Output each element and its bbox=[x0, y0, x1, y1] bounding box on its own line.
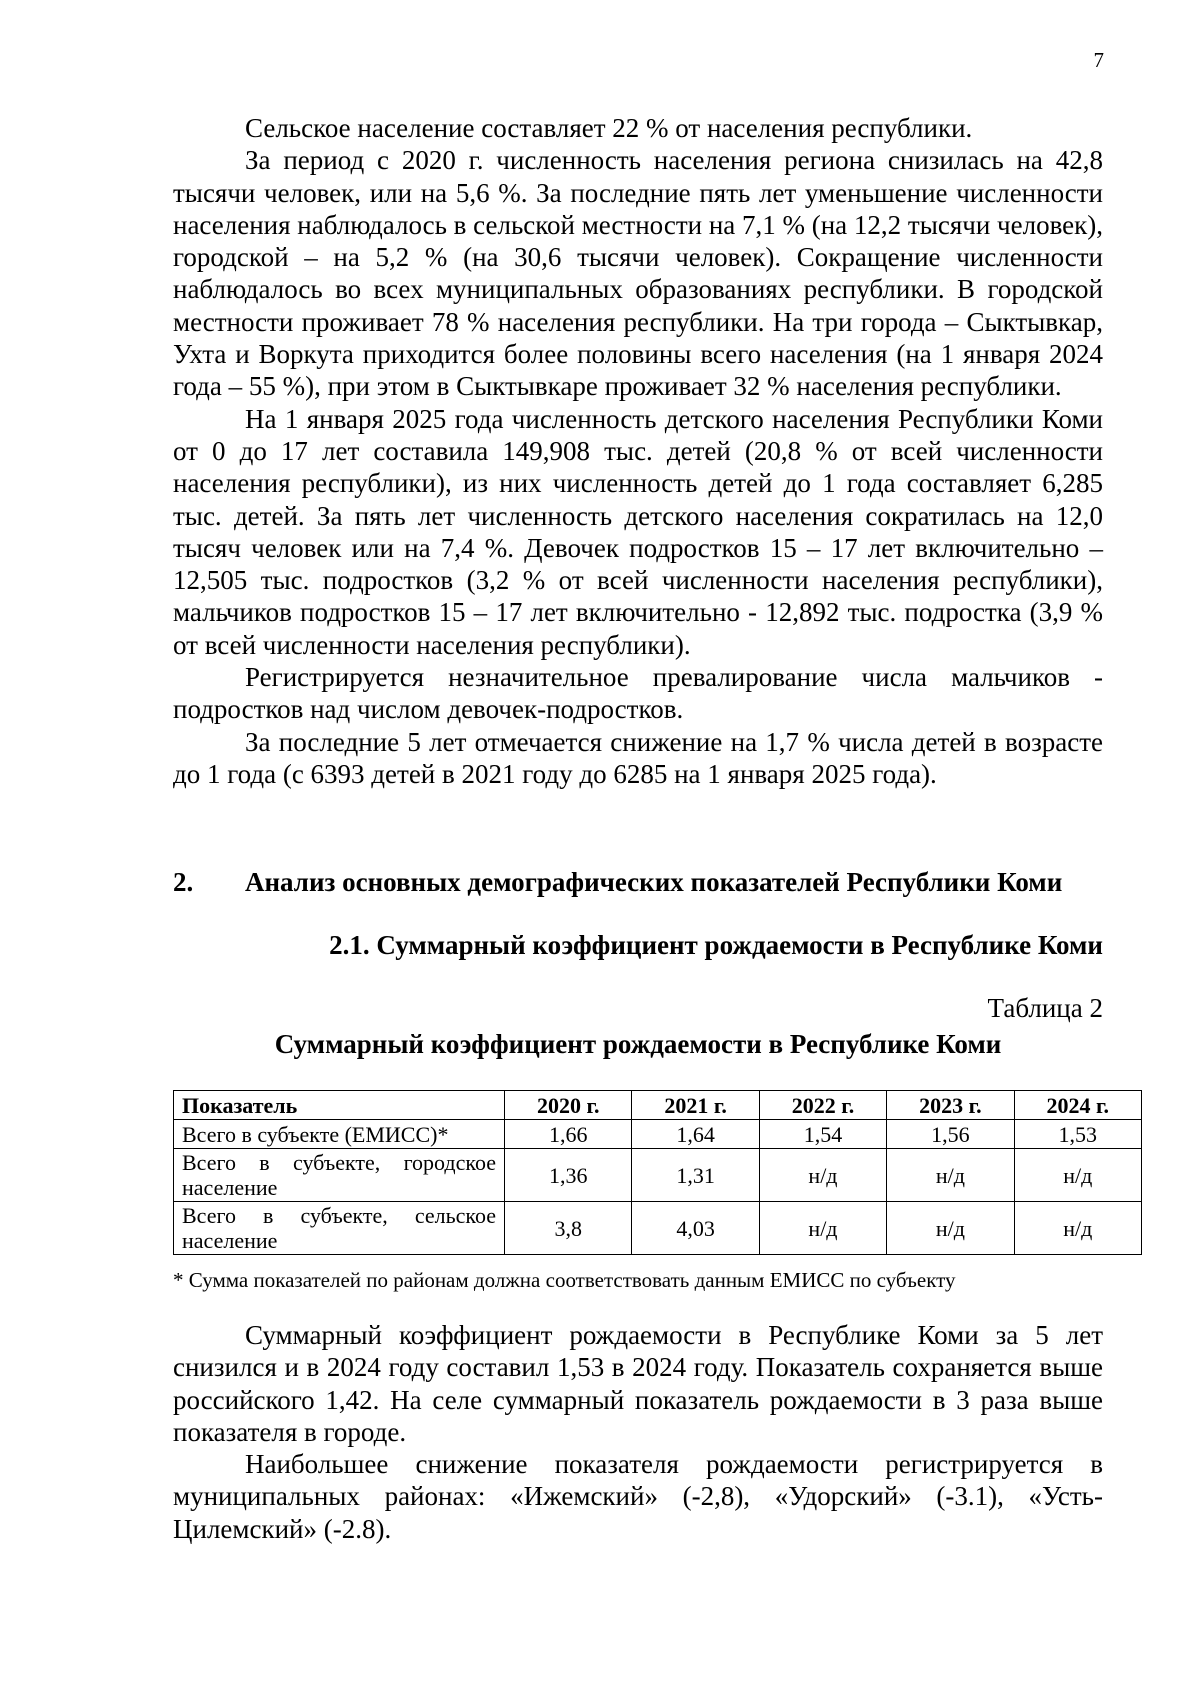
table-cell: н/д bbox=[887, 1149, 1014, 1202]
table-title: Суммарный коэффициент рождаемости в Республике Коми bbox=[274, 1029, 1002, 1059]
table-caption: Таблица 2 bbox=[987, 993, 1103, 1023]
table-cell: н/д bbox=[759, 1202, 886, 1255]
section-number: 2. bbox=[173, 867, 194, 897]
paragraph: Наибольшее снижение показателя рождаемости регистрируется в муниципальных районах: «Ижемский» (-2,8), «Удорский» (-3.1), «Усть-Цилемский» (-2.8). bbox=[173, 1449, 1103, 1544]
body-text-bottom bbox=[173, 1319, 1103, 1545]
fertility-table bbox=[173, 1090, 1142, 1255]
table-cell: 1,53 bbox=[1014, 1120, 1141, 1149]
column-header: 2020 г. bbox=[505, 1091, 632, 1120]
column-header: 2023 г. bbox=[887, 1091, 1014, 1120]
row-label: Всего в субъекте, городское население bbox=[174, 1149, 505, 1202]
table-cell: 1,64 bbox=[632, 1120, 759, 1149]
body-text-top bbox=[173, 112, 1103, 790]
table-cell: 1,56 bbox=[887, 1120, 1014, 1149]
table-cell: н/д bbox=[759, 1149, 886, 1202]
row-label: Всего в субъекте (ЕМИСС)* bbox=[174, 1120, 505, 1149]
section-heading bbox=[173, 866, 1103, 898]
column-header: 2022 г. bbox=[759, 1091, 886, 1120]
paragraph: Сельское население составляет 22 % от населения республики. bbox=[245, 113, 973, 143]
table-cell: н/д bbox=[1014, 1202, 1141, 1255]
table-row bbox=[174, 1120, 1142, 1149]
table-cell: н/д bbox=[887, 1202, 1014, 1255]
page-number: 7 bbox=[1093, 48, 1104, 72]
table-row bbox=[174, 1202, 1142, 1255]
table-cell: 1,31 bbox=[632, 1149, 759, 1202]
column-header: 2024 г. bbox=[1014, 1091, 1141, 1120]
paragraph: За последние 5 лет отмечается снижение на 1,7 % числа детей в возрасте до 1 года (с 6393 детей в 2021 году до 6285 на 1 января 2025 года). bbox=[173, 726, 1103, 789]
table-cell: 1,36 bbox=[505, 1149, 632, 1202]
table-row bbox=[174, 1149, 1142, 1202]
column-header: 2021 г. bbox=[632, 1091, 759, 1120]
subsection-heading: 2.1. Суммарный коэффициент рождаемости в Республике Коми bbox=[329, 930, 1103, 960]
row-label: Всего в субъекте, сельское население bbox=[174, 1202, 505, 1255]
section-title: Анализ основных демографических показателей Республики Коми bbox=[245, 867, 1063, 897]
paragraph: Регистрируется незначительное превалирование числа мальчиков - подростков над числом девочек-подростков. bbox=[173, 662, 1103, 725]
paragraph: На 1 января 2025 года численность детского населения Республики Коми от 0 до 17 лет составила 149,908 тыс. детей (20,8 % от всей численности населения республики), из них численность детей до 1 года составляет 6,285 тыс. детей. За пять лет численность детского населения сократилась на 12,0 тысяч человек или на 7,4 %. Девочек подростков 15 – 17 лет включительно – 12,505 тыс. подростков (3,2 % от всей численности населения республики), мальчиков подростков 15 – 17 лет включительно - 12,892 тыс. подростка (3,9 % от всей численности населения республики). bbox=[173, 403, 1103, 660]
table-footnote: * Сумма показателей по районам должна соответствовать данным ЕМИСС по субъекту bbox=[173, 1268, 956, 1292]
table-cell: 3,8 bbox=[505, 1202, 632, 1255]
table-cell: 1,66 bbox=[505, 1120, 632, 1149]
table-cell: 1,54 bbox=[759, 1120, 886, 1149]
column-header: Показатель bbox=[174, 1091, 505, 1120]
table-cell: 4,03 bbox=[632, 1202, 759, 1255]
paragraph: За период с 2020 г. численность населения региона снизилась на 42,8 тысячи человек, или на 5,6 %. За последние пять лет уменьшение численности населения наблюдалось в сельской местности на 7,1 % (на 12,2 тысячи человек), городской – на 5,2 % (на 30,6 тысячи человек). Сокращение численности наблюдалось во всех муниципальных образованиях республики. В городской местности проживает 78 % населения республики. На три города – Сыктывкар, Ухта и Воркута приходится более половины всего населения (на 1 января 2024 года – 55 %), при этом в Сыктывкаре проживает 32 % населения республики. bbox=[173, 145, 1104, 402]
paragraph: Суммарный коэффициент рождаемости в Республике Коми за 5 лет снизился и в 2024 году составил 1,53 в 2024 году. Показатель сохраняется выше российского 1,42. На селе суммарный показатель рождаемости в 3 раза выше показателя в городе. bbox=[173, 1320, 1103, 1447]
table-cell: н/д bbox=[1014, 1149, 1141, 1202]
table-header-row bbox=[174, 1091, 1142, 1120]
